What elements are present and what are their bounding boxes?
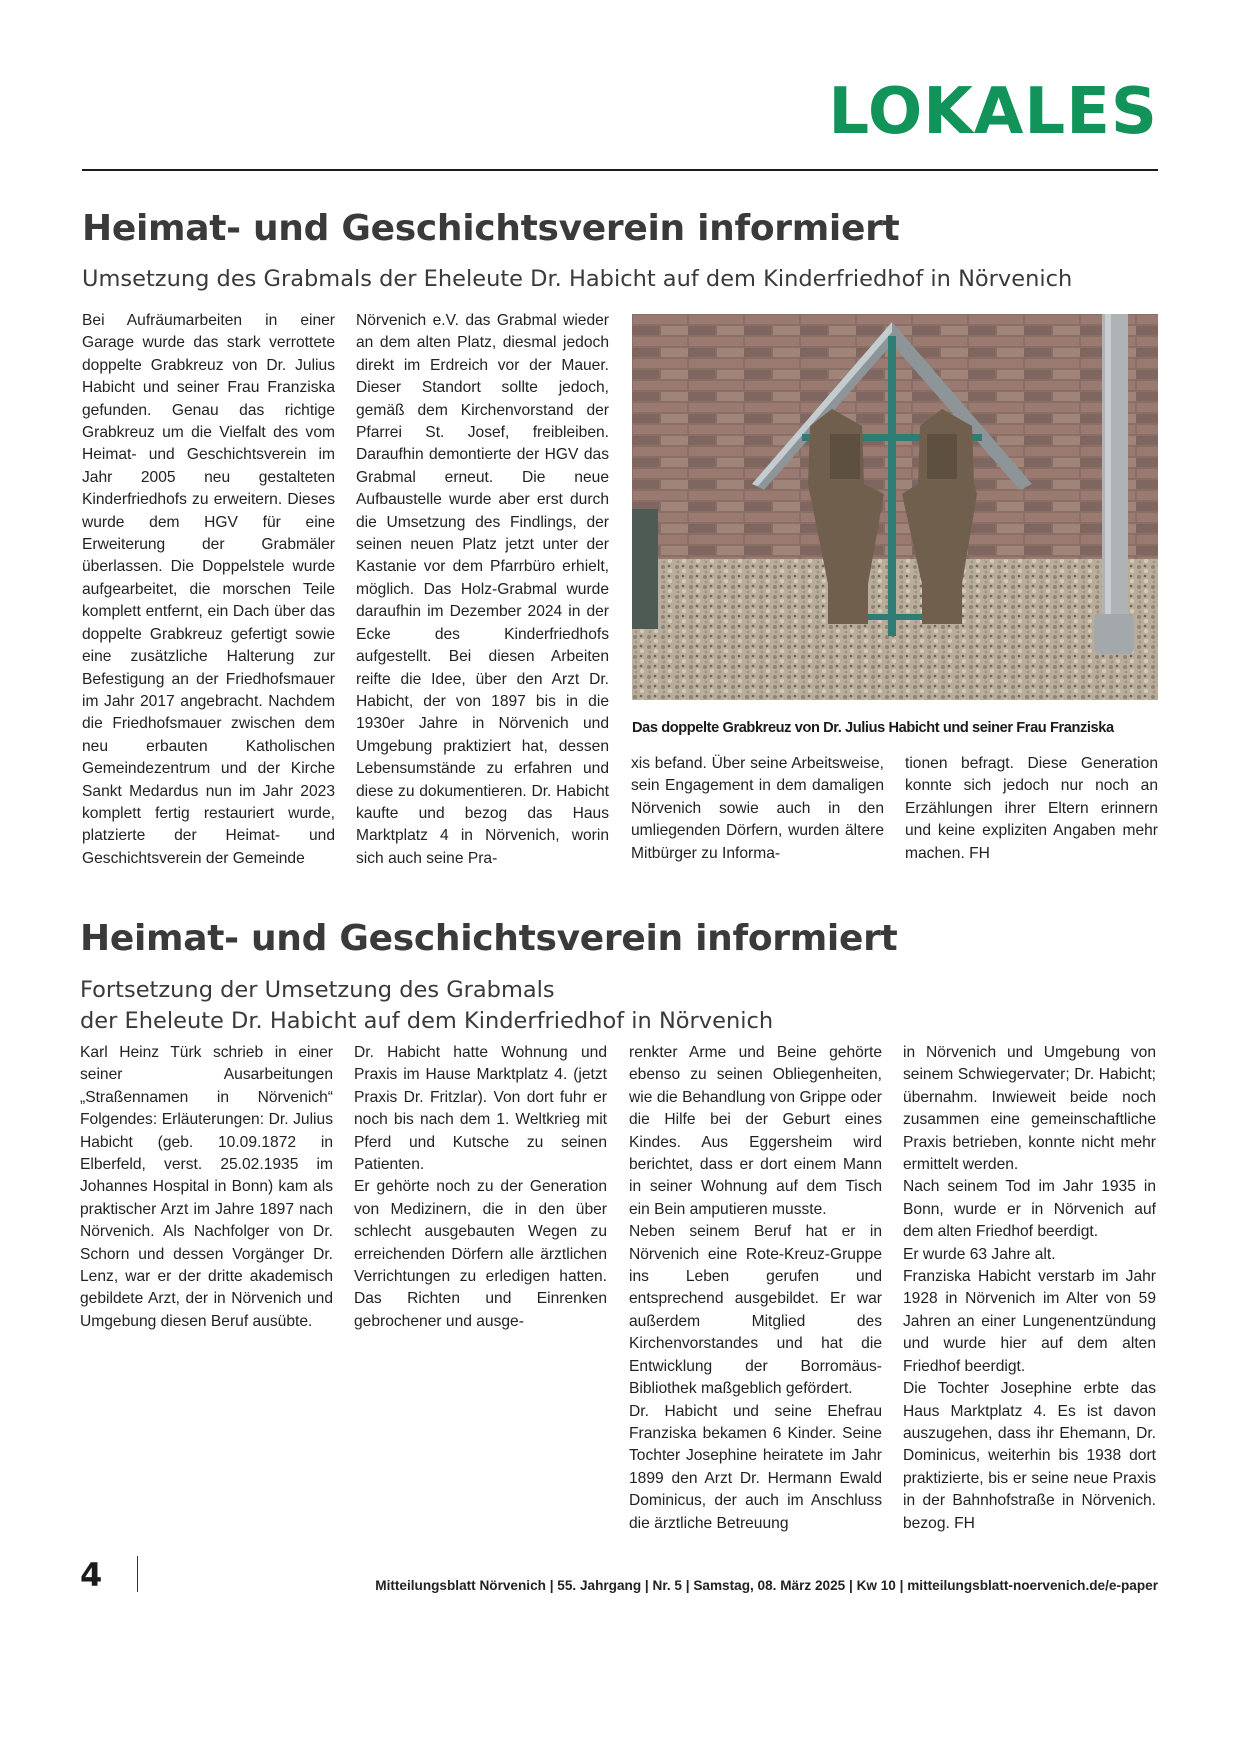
grave-cross-photo: [632, 314, 1158, 700]
article2-column-3: renkter Arme und Beine gehörte ebenso zu seinen Obliegenheiten, wie die Behandlung von Grippe oder die Hilfe bei der Geburt eines Kindes. Aus Eggersheim wird berichtet, dass er dort einem Mann in seiner Wohnung auf dem Tisch ein Bein amputieren musste. Neben seinem Beruf hat er in Nörvenich eine Rote-Kreuz-Gruppe ins Leben gerufen und entsprechend ausgebildet. Er war außerdem Mitglied des Kirchenvorstandes und hat die Entwicklung der Borromäus-Bibliothek maßgeblich gefördert. Dr. Habicht und seine Ehefrau Franziska bekamen 6 Kinder. Seine Tochter Josephine heiratete im Jahr 1899 den Arzt Dr. Hermann Ewald Dominicus, der auch im Anschluss die ärztliche Betreuung: [629, 1044, 882, 1532]
article1-column-3: xis befand. Über seine Arbeitsweise, sein Engagement in dem damaligen Nörvenich sowie auch in den umliegenden Dörfern, wurden ältere Mitbürger zu Informa-: [631, 755, 884, 862]
header-rule: [82, 169, 1158, 171]
photo-caption: Das doppelte Grabkreuz von Dr. Julius Habicht und seiner Frau Franziska: [632, 720, 1114, 736]
article2-subtitle-line2: der Eheleute Dr. Habicht auf dem Kinderfriedhof in Nörvenich: [80, 1008, 774, 1034]
article2-title: Heimat- und Geschichtsverein informiert: [80, 918, 898, 959]
article2-column-2: Dr. Habicht hatte Wohnung und Praxis im Hause Marktplatz 4. (jetzt Praxis Dr. Fritzlar). Von dort fuhr er noch bis nach dem 1. Weltkrieg mit Pferd und Kutsche zu seinen Patienten. Er gehörte noch zu der Generation von Medizinern, die in den über schlecht ausgebauten Wegen zu erreichenden Dörfern alle ärztlichen Verrichtungen zu erledigen hatten. Das Richten und Einrenken gebrochener und ausge-: [354, 1044, 607, 1330]
article1-title: Heimat- und Geschichtsverein informiert: [82, 208, 900, 249]
article1-column-1: Bei Aufräumarbeiten in einer Garage wurde das stark verrottete doppelte Grabkreuz von Dr. Julius Habicht und seiner Frau Franziska gefunden. Genau das richtige Grabkreuz um die Vielfalt des vom Heimat- und Geschichtsverein im Jahr 2005 neu gestalteten Kinderfriedhofs zu erweitern. Dieses wurde dem HGV für eine Erweiterung der Grabmäler überlassen. Die Doppelstele wurde aufgearbeitet, die morschen Teile komplett entfernt, ein Dach über das doppelte Grabkreuz gefertigt sowie eine zusätzliche Halterung zur Befestigung an der Friedhofsmauer im Jahr 2017 angebracht. Nachdem die Friedhofsmauer zwischen dem neu erbauten Katholischen Gemeindezentrum und der Kirche Sankt Medardus nun im Jahr 2023 komplett fertig restauriert wurde, platzierte der Heimat- und Geschichtsverein der Gemeinde: [82, 312, 335, 867]
article2-subtitle-line1: Fortsetzung der Umsetzung des Grabmals: [80, 977, 555, 1003]
article1-subtitle: Umsetzung des Grabmals der Eheleute Dr. Habicht auf dem Kinderfriedhof in Nörvenich: [82, 266, 1073, 292]
page-number: 4: [80, 1556, 103, 1594]
article2-column-1: Karl Heinz Türk schrieb in einer seiner Ausarbeitungen „Straßennamen in Nörvenich“ Folgendes: Erläuterungen: Dr. Julius Habicht (geb. 10.09.1872 in Elberfeld, verst. 25.02.1935 im Johannes Hospital in Bonn) kam als praktischer Arzt im Jahre 1897 nach Nörvenich. Als Nachfolger von Dr. Schorn und dessen Vorgänger Dr. Lenz, war er der dritte akademisch gebildete Arzt, der in Nörvenich und Umgebung diesen Beruf ausübte.: [80, 1044, 333, 1330]
publication-footer: Mitteilungsblatt Nörvenich | 55. Jahrgang | Nr. 5 | Samstag, 08. März 2025 | Kw 10 | mitteilungsblatt-noervenich.de/e-paper: [375, 1578, 1158, 1593]
article1-column-4: tionen befragt. Diese Generation konnte sich jedoch nur noch an Erzählungen ihrer Eltern erinnern und keine expliziten Angaben mehr machen. FH: [905, 755, 1158, 862]
article1-column-2: Nörvenich e.V. das Grabmal wieder an dem alten Platz, diesmal jedoch direkt im Erdreich vor der Mauer. Dieser Standort sollte jedoch, gemäß dem Kirchenvorstand der Pfarrei St. Josef, freibleiben. Daraufhin demontierte der HGV das Grabmal erneut. Die neue Aufbaustelle wurde aber erst durch die Umsetzung des Findlings, der seinen neuen Platz jetzt unter der Kastanie vor dem Pfarrbüro erhielt, möglich. Das Holz-Grabmal wurde daraufhin im Dezember 2024 in der Ecke des Kinderfriedhofs aufgestellt. Bei diesen Arbeiten reifte die Idee, über den Arzt Dr. Habicht, der von 1897 bis in die 1930er Jahre in Nörvenich und Umgebung praktiziert hat, dessen Lebensumstände zu erfahren und diese zu dokumentieren. Dr. Habicht kaufte und bezog das Haus Marktplatz 4 in Nörvenich, worin sich auch seine Pra-: [356, 312, 609, 867]
section-label: LOKALES: [828, 75, 1158, 149]
article2-column-4: in Nörvenich und Umgebung von seinem Schwiegervater; Dr. Habicht; übernahm. Inwieweit beide noch zusammen eine gemeinschaftliche Praxis betrieben, konnte nicht mehr ermittelt werden. Nach seinem Tod im Jahr 1935 in Bonn, wurde er in Nörvenich auf dem alten Friedhof beerdigt. Er wurde 63 Jahre alt. Franziska Habicht verstarb im Jahr 1928 in Nörvenich im Alter von 59 Jahren an einer Lungenentzündung und wurde hier auf dem alten Friedhof beerdigt. Die Tochter Josephine erbte das Haus Marktplatz 4. Es ist davon auszugehen, dass ihr Ehemann, Dr. Dominicus, weiterhin bis 1938 dort praktizierte, bis er seine neue Praxis in der Bahnhofstraße in Nörvenich. bezog. FH: [903, 1044, 1156, 1532]
page-number-separator: [137, 1556, 138, 1592]
